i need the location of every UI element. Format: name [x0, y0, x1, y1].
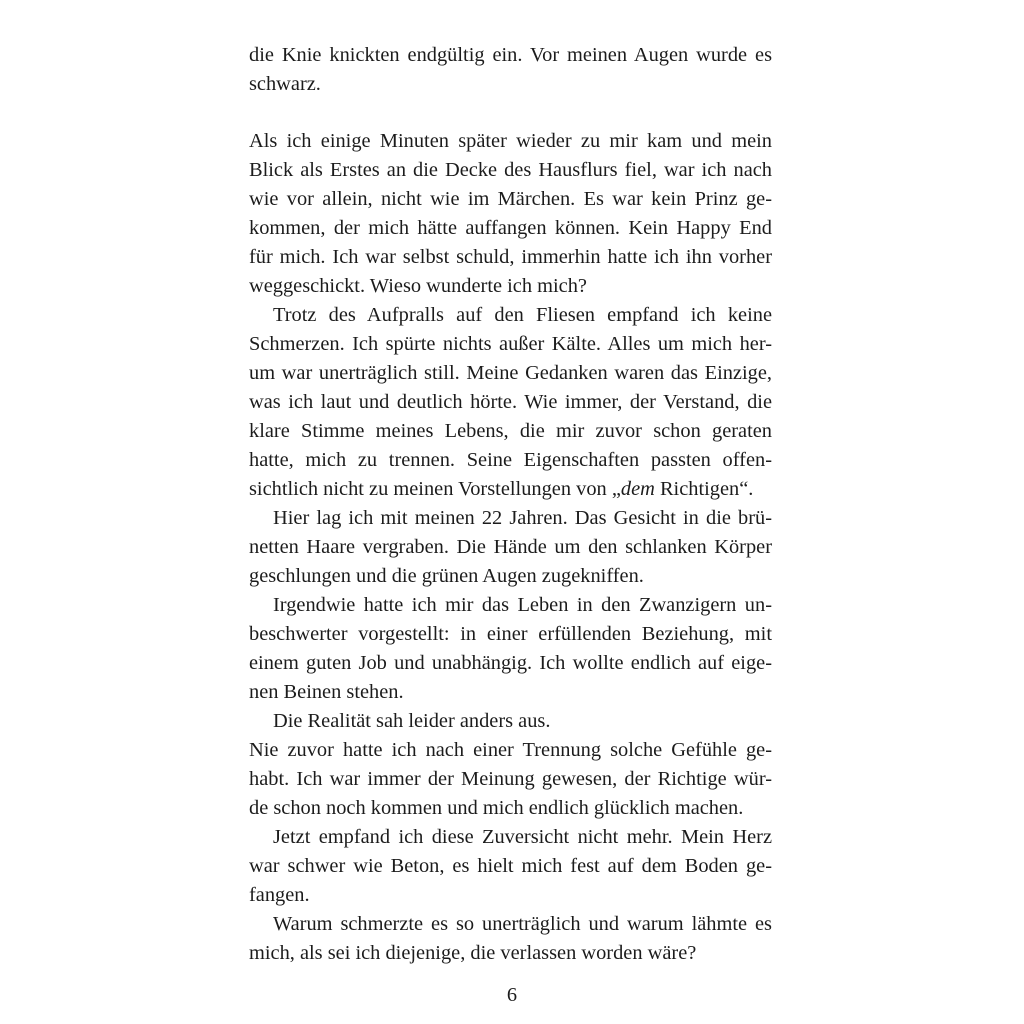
text-line: fangen. — [249, 884, 310, 906]
emphasized-word: dem — [620, 478, 655, 500]
text-line: Nie zuvor hatte ich nach einer Trennung solche Gefühle ge- — [249, 739, 772, 761]
text-line: weggeschickt. Wieso wunderte ich mich? — [249, 275, 587, 297]
text-line: hatte, mich zu trennen. Seine Eigenschaften passten offen- — [249, 449, 772, 471]
text-line: Die Realität sah leider anders aus. — [273, 710, 551, 732]
text-line: schwarz. — [249, 73, 321, 95]
text-line: Blick als Erstes an die Decke des Hausflurs fiel, war ich nach — [249, 159, 772, 181]
text-line: mich, als sei ich diejenige, die verlassen worden wäre? — [249, 942, 697, 964]
page-number: 6 — [506, 984, 518, 1006]
text-line: Als ich einige Minuten später wieder zu mir kam und mein — [249, 130, 772, 152]
text-line: Trotz des Aufpralls auf den Fliesen empfand ich keine — [273, 304, 772, 326]
text-line: netten Haare vergraben. Die Hände um den schlanken Körper — [249, 536, 772, 558]
text-line: habt. Ich war immer der Meinung gewesen, der Richtige wür- — [249, 768, 772, 790]
text-line: Jetzt empfand ich diese Zuversicht nicht mehr. Mein Herz — [273, 826, 772, 848]
text-line: kommen, der mich hätte auffangen können. Kein Happy End — [249, 217, 772, 239]
text-line: klare Stimme meines Lebens, die mir zuvor schon geraten — [249, 420, 772, 442]
text-segment: Richtigen“. — [654, 478, 754, 500]
text-line: beschwerter vorgestellt: in einer erfüllenden Beziehung, mit — [249, 623, 772, 645]
text-line: Irgendwie hatte ich mir das Leben in den Zwanzigern un- — [273, 594, 772, 616]
text-line: nen Beinen stehen. — [249, 681, 404, 703]
text-line: Hier lag ich mit meinen 22 Jahren. Das Gesicht in die brü- — [273, 507, 772, 529]
text-line: Schmerzen. Ich spürte nichts außer Kälte. Alles um mich her- — [249, 333, 772, 355]
text-line — [249, 474, 753, 504]
text-line: Warum schmerzte es so unerträglich und warum lähmte es — [273, 913, 772, 935]
text-line: die Knie knickten endgültig ein. Vor meinen Augen wurde es — [249, 44, 772, 66]
text-line: für mich. Ich war selbst schuld, immerhin hatte ich ihn vorher — [249, 246, 772, 268]
text-line: wie vor allein, nicht wie im Märchen. Es war kein Prinz ge- — [249, 188, 772, 210]
text-line: was ich laut und deutlich hörte. Wie immer, der Verstand, die — [249, 391, 772, 413]
text-line: um war unerträglich still. Meine Gedanken waren das Einzige, — [249, 362, 772, 384]
text-line: geschlungen und die grünen Augen zugekniffen. — [249, 565, 644, 587]
text-line: einem guten Job und unabhängig. Ich wollte endlich auf eige- — [249, 652, 772, 674]
text-segment: sichtlich nicht zu meinen Vorstellungen von „ — [249, 478, 621, 500]
text-line: war schwer wie Beton, es hielt mich fest auf dem Boden ge- — [249, 855, 772, 877]
text-line: de schon noch kommen und mich endlich glücklich machen. — [249, 797, 744, 819]
